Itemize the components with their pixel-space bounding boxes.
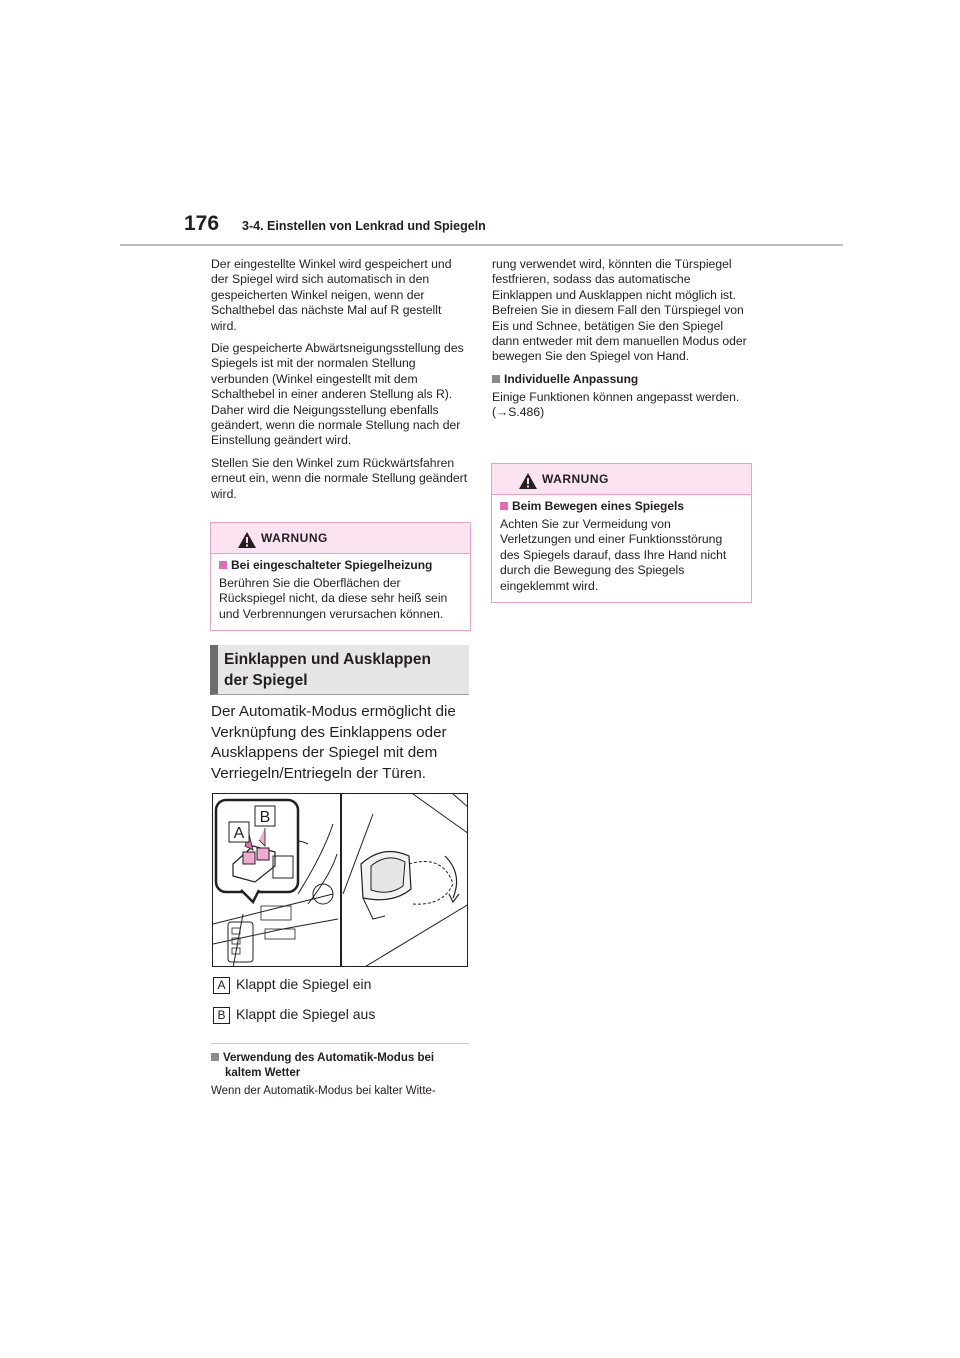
- warning-triangle-icon: [518, 472, 538, 490]
- section-title: 3-4. Einstellen von Lenkrad und Spiegeln: [242, 219, 486, 233]
- legend-item-a: [213, 976, 371, 994]
- customization-body: Einige Funktionen können angepasst werden. (→S.486): [492, 389, 740, 420]
- cold-weather-body-start: Wenn der Automatik-Modus bei kalter Witte-: [211, 1085, 436, 1097]
- header-rule: [120, 244, 843, 246]
- warning-title: WARNUNG: [261, 531, 328, 545]
- warning-subhead: Beim Bewegen eines Spiegels: [512, 499, 685, 513]
- warning-header: [211, 523, 470, 554]
- warning-box-moving: [491, 463, 752, 603]
- section-heading: [210, 645, 469, 695]
- customization-subhead: Individuelle Anpassung: [504, 371, 639, 386]
- right-column-text: [492, 257, 752, 428]
- paragraph-1: Der eingestellte Winkel wird gespeichert und der Spiegel wird sich automatisch in den gespeicherten Winkel neigen, wenn der Schalthebel das nächste Mal auf R gestellt wird.: [211, 257, 452, 333]
- warning-body: Berühren Sie die Oberflächen der Rückspiegel nicht, da diese sehr heiß sein und Verbrennungen verursachen können.: [219, 576, 448, 621]
- warning-box-heating: [210, 522, 471, 631]
- warning-subhead: Bei eingeschalteter Spiegelheizung: [231, 558, 433, 572]
- warning-body: Achten Sie zur Vermeidung von Verletzungen und einer Funktionsstörung des Spiegels darauf, dass Ihre Hand nicht durch die Bewegung des Spiegels eingeklemmt wird.: [500, 517, 727, 593]
- warning-header: [492, 464, 751, 495]
- callout-b-label: B: [259, 809, 271, 826]
- bullet-square-icon: [492, 375, 500, 383]
- bullet-square-icon: [500, 502, 508, 510]
- bullet-square-icon: [219, 561, 227, 569]
- divider: [211, 1043, 469, 1044]
- warning-title: WARNUNG: [542, 472, 609, 486]
- section-heading-line-1: Einklappen und Ausklappen: [224, 651, 431, 668]
- legend-text-a: Klappt die Spiegel ein: [236, 976, 372, 992]
- cold-weather-subhead: Verwendung des Automatik-Modus bei kaltem Wetter: [223, 1052, 435, 1079]
- legend-item-b: [213, 1006, 375, 1024]
- warning-triangle-icon: [237, 531, 257, 549]
- page-number: 176: [184, 212, 220, 235]
- legend-letter-b: B: [213, 1007, 230, 1024]
- intro-text: Der Automatik-Modus ermöglicht die Verknüpfung des Einklappens oder Ausklappens der Spiegel mit dem Verriegeln/Entriegeln der Türen.: [211, 703, 456, 782]
- legend-text-b: Klappt die Spiegel aus: [236, 1006, 376, 1022]
- section-heading-line-2: der Spiegel: [224, 672, 308, 689]
- cold-weather-section: [211, 1051, 470, 1106]
- mirror-illustration: [212, 793, 468, 967]
- mirror-switch-drawing: [213, 794, 468, 967]
- left-column-text: [211, 257, 470, 509]
- paragraph-3: Stellen Sie den Winkel zum Rückwärtsfahren erneut ein, wenn die normale Stellung geändert wird.: [211, 455, 468, 501]
- bullet-square-icon: [211, 1053, 219, 1061]
- callout-a-label: A: [233, 825, 245, 842]
- legend-letter-a: A: [213, 977, 230, 994]
- paragraph-2: Die gespeicherte Abwärtsneigungsstellung des Spiegels ist mit der normalen Stellung verbunden (Winkel eingestellt mit dem Schalthebel in einer anderen Stellung als R). Daher wird die Neigungsstellung ebenfalls geändert, wenn die normale Stellung nach der Einstellung geändert wird.: [211, 341, 464, 448]
- cold-weather-body-continued: rung verwendet wird, könnten die Türspiegel festfrieren, sodass das automatische Einklappen und Ausklappen nicht möglich ist. Befreien Sie in diesem Fall den Türspiegel von Eis und Schnee, betätigen Sie den Spiegel dann entweder mit dem manuellen Modus oder bewegen Sie den Spiegel von Hand.: [492, 257, 747, 364]
